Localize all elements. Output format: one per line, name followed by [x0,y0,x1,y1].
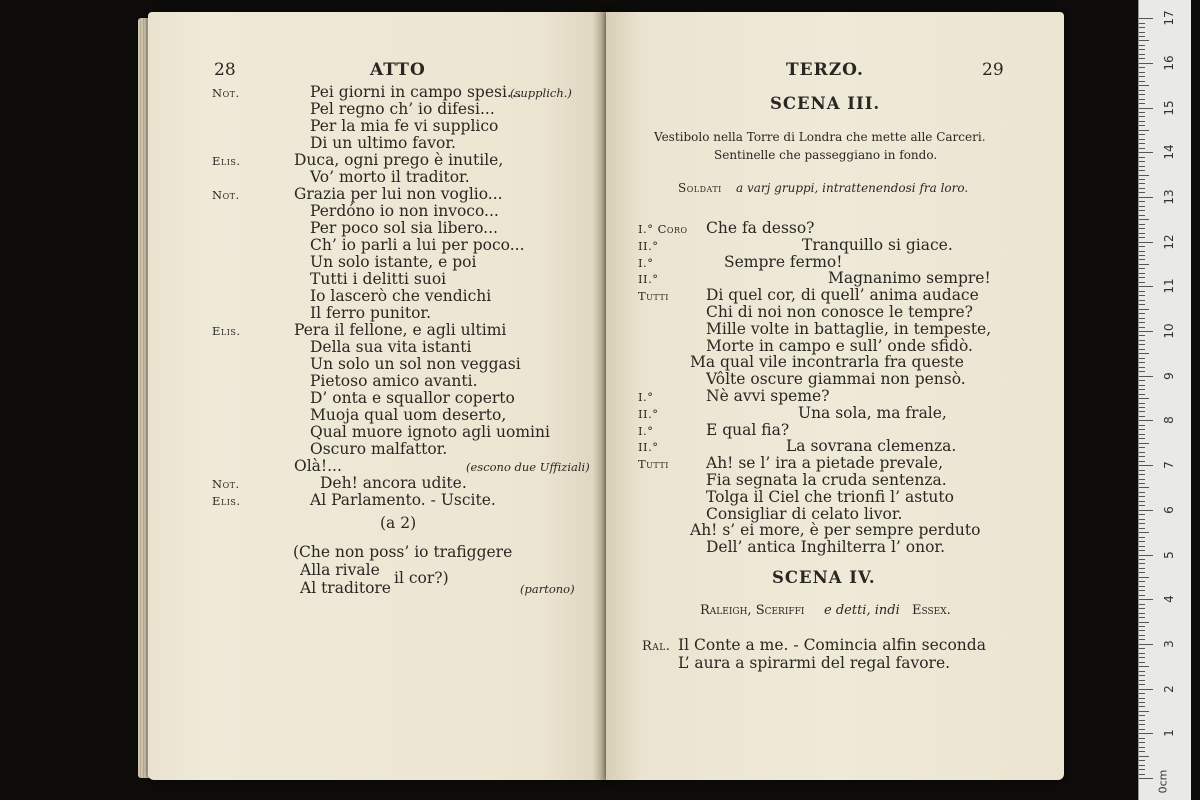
verse-line: Il ferro punitor. [310,304,432,322]
ruler-tick [1139,394,1145,395]
ruler-tick [1139,63,1153,64]
ruler-tick [1139,425,1145,426]
final-line-2: Alla rivale [300,561,380,579]
ruler-tick [1139,595,1145,596]
ruler-tick [1139,264,1149,265]
ruler-label: 6 [1162,505,1176,514]
speaker-name: II.° [638,238,659,253]
ruler-tick [1139,282,1145,283]
ruler-tick [1139,54,1145,55]
ruler-unit: 0cm [1156,769,1170,794]
ruler-tick [1139,94,1145,95]
ruler-tick [1139,224,1145,225]
speaker-name: Elis. [212,324,241,338]
verse-line: Dell’ antica Inghilterra l’ onor. [706,538,946,557]
ruler-tick [1139,724,1145,725]
ruler-tick [1139,532,1149,533]
ruler-tick [1139,550,1145,551]
ruler-tick [1139,210,1145,211]
ruler-tick [1139,103,1145,104]
speaker-name: I.° [638,423,654,438]
ruler-tick [1139,711,1149,712]
ruler-label: 2 [1162,684,1176,693]
verse-line: Ah! se l’ ira a pietade prevale, [706,454,944,473]
verse-line: Pietoso amico avanti. [310,372,478,390]
verse-line: Un solo istante, e poi [310,253,477,271]
ruler-tick [1139,581,1145,582]
speaker-name: Elis. [212,494,241,508]
ruler-tick [1139,322,1145,323]
ruler-tick [1139,327,1145,328]
ruler-tick [1139,331,1153,332]
ruler-tick [1139,58,1145,59]
ruler-tick [1139,76,1145,77]
ruler-tick [1139,36,1145,37]
verse-line: Duca, ogni prego è inutile, [294,151,504,169]
verse-line: D’ onta e squallor coperto [310,389,515,407]
ruler-tick [1139,443,1149,444]
ruler-tick [1139,255,1145,256]
speaker-name: II.° [638,406,659,421]
ruler-tick [1139,201,1145,202]
final-line-3: Al traditore [300,579,391,597]
ruler-tick [1139,483,1145,484]
ruler-tick [1139,447,1145,448]
ruler-tick [1139,371,1145,372]
verse-line: Vôlte oscure giammai non pensò. [706,370,966,389]
ruler-label: 11 [1162,278,1176,294]
ruler-tick [1139,452,1145,453]
verse-line: Pel regno ch’ io difesi... [310,100,495,118]
ruler-tick [1139,680,1145,681]
ruler-label: 9 [1162,371,1176,380]
verse-line: Deh! ancora udite. [320,474,467,492]
stage-direction: (escono due Uffiziali) [466,460,590,474]
ruler-tick [1139,161,1145,162]
ruler-tick [1139,774,1145,775]
ruler-tick [1139,510,1153,511]
ruler-tick [1139,639,1145,640]
ruler-tick [1139,49,1145,50]
ruler-tick [1139,206,1145,207]
ruler-tick [1139,684,1145,685]
ruler-tick [1139,546,1145,547]
page-number-right: 29 [982,60,1004,80]
ruler-tick [1139,188,1145,189]
ruler-tick [1139,286,1153,287]
ruler-tick [1139,572,1145,573]
ruler-label: 14 [1162,144,1176,160]
ruler-tick [1139,586,1145,587]
running-head-left: ATTO [370,60,426,80]
verse-line: Olà!... [294,457,342,475]
ruler-tick [1139,277,1145,278]
ruler-tick [1139,559,1145,560]
ruler-tick [1139,747,1145,748]
verse-line: Una sola, ma frale, [798,403,947,422]
ruler-tick [1139,157,1145,158]
speaker-name: I.° Coro [638,222,688,236]
ruler-label: 7 [1162,461,1176,469]
ruler-tick [1139,479,1145,480]
ruler-tick [1139,166,1145,167]
verse-line: Oscuro malfattor. [310,440,448,458]
ruler-tick [1139,304,1145,305]
ruler-tick [1139,698,1145,699]
ruler-tick [1139,246,1145,247]
ruler-tick [1139,376,1153,377]
right-page [606,12,1064,780]
ruler-tick [1139,233,1145,234]
ruler-tick [1139,635,1145,636]
ruler-tick [1139,738,1145,739]
ruler-tick [1139,720,1145,721]
scene-4-direction-2: e detti, indi [824,603,900,618]
open-book [138,12,1068,792]
ruler-tick [1139,622,1149,623]
ruler-tick [1139,313,1145,314]
ruler-tick [1139,139,1145,140]
ruler-tick [1139,32,1145,33]
verse-line: Mille volte in battaglie, in tempeste, [706,319,992,338]
scene-3-setting-1: Vestibolo nella Torre di Londra che mette alle Carceri. [654,130,986,144]
verse-line: Sempre fermo! [724,252,843,271]
ruler-tick [1139,702,1145,703]
ruler-tick [1139,152,1153,153]
ruler-tick [1139,492,1145,493]
ruler-tick [1139,456,1145,457]
ruler-tick [1139,715,1145,716]
ruler-tick [1139,420,1153,421]
speaker-name: Tutti [638,457,669,472]
ruler-tick [1139,693,1145,694]
ruler-tick [1139,130,1149,131]
ruler-tick [1139,175,1149,176]
ruler-tick [1139,90,1145,91]
ruler-tick [1139,407,1145,408]
scene-3-direction-caps: Soldati [678,181,722,195]
ruler-tick [1139,85,1149,86]
verse-line: Qual muore ignoto agli uomini [310,423,550,441]
verse-line: Pera il fellone, e agli ultimi [294,321,507,339]
verse-line: Di quel cor, di quell’ anima audace [706,286,979,305]
verse-line: Al Parlamento. - Uscite. [310,491,496,509]
ruler-tick [1139,335,1145,336]
ruler-tick [1139,689,1153,690]
ruler-tick [1139,706,1145,707]
verse-line: Chi di noi non conosce le tempre? [706,303,973,321]
ruler-tick [1139,470,1145,471]
ruler-tick [1139,242,1153,243]
ruler-tick [1139,742,1145,743]
verse-line: Magnanimo sempre! [828,269,991,288]
ruler-tick [1139,487,1149,488]
ruler-tick [1139,675,1145,676]
ruler-tick [1139,358,1145,359]
verse-line: Muoja qual uom deserto, [310,406,507,424]
ruler-tick [1139,662,1145,663]
final-speaker-right: Ral. [642,639,671,654]
verse-line: Pei giorni in campo spesi... [310,83,522,101]
speaker-name: II.° [638,440,659,455]
speaker-name: Tutti [638,289,669,304]
ruler-tick [1139,411,1145,412]
speaker-name: I.° [638,255,654,270]
page-number-left: 28 [214,60,236,80]
ruler-tick [1139,541,1145,542]
stage-direction: (supplich.) [510,86,572,100]
right-final-line-2: L’ aura a spirarmi del regal favore. [678,654,951,672]
ruler-tick [1139,590,1145,591]
ruler-tick [1139,72,1145,73]
verse-line: Un solo un sol non veggasi [310,355,521,373]
ruler-tick [1139,183,1145,184]
ruler-tick [1139,99,1145,100]
ruler-tick [1139,756,1149,757]
verse-line: Che fa desso? [706,219,815,237]
ruler-tick [1139,389,1145,390]
left-page [148,12,608,780]
ruler-tick [1139,671,1145,672]
ruler-label: 12 [1162,233,1176,250]
ruler-label: 15 [1162,99,1176,116]
verse-line: Perdóno io non invoco... [310,202,499,220]
ruler-tick [1139,568,1145,569]
ruler-tick [1139,23,1145,24]
speaker-name: II.° [638,272,659,287]
verse-line: Tutti i delitti suoi [310,270,447,288]
verse-line: Della sua vita istanti [310,338,472,356]
verse-line: E qual fia? [706,420,790,439]
verse-line: Tolga il Ciel che trionfi l’ astuto [706,487,954,506]
ruler-tick [1139,626,1145,627]
verse-line: Nè avvi speme? [706,387,830,405]
ruler-tick [1139,461,1145,462]
verse-line: Per poco sol sia libero... [310,219,498,237]
ruler-tick [1139,251,1145,252]
speaker-name: Elis. [212,154,241,168]
ruler-tick [1139,398,1149,399]
final-brace-text: il cor?) [394,569,449,587]
ruler-tick [1139,501,1145,502]
ruler-tick [1139,170,1145,171]
verse-line: La sovrana clemenza. [786,437,957,456]
verse-line: Morte in campo e sull’ onde sfidò. [706,336,973,355]
ruler-tick [1139,108,1153,109]
ruler-tick [1139,577,1149,578]
ruler-tick [1139,613,1145,614]
ruler-tick [1139,18,1153,19]
ruler-tick [1139,268,1145,269]
ruler-tick [1139,403,1145,404]
ruler-tick [1139,349,1145,350]
ruler-tick [1139,666,1149,667]
ruler-tick [1139,215,1145,216]
ruler-tick [1139,228,1145,229]
ruler-label: 1 [1162,729,1176,738]
verse-line: Ch’ io parli a lui per poco... [310,236,525,254]
ruler-tick [1139,143,1145,144]
ruler-tick [1139,465,1153,466]
verse-line: Ma qual vile incontrarla fra queste [690,353,964,372]
ruler-label: 17 [1162,10,1176,26]
ruler-tick [1139,599,1153,600]
verse-line: Ah! s’ ei more, è per sempre perduto [690,521,981,540]
ruler-label: 5 [1162,550,1176,559]
ruler-tick [1139,81,1145,82]
ruler-tick [1139,45,1145,46]
ruler-tick [1139,237,1145,238]
ruler-label: 16 [1162,55,1176,71]
right-final-line-1: Il Conte a me. - Comincia alfin seconda [678,636,986,654]
verse-line: Consigliar di celato livor. [706,504,903,523]
scene-4-title: SCENA IV. [772,568,876,587]
ruler-tick [1139,563,1145,564]
ruler-tick [1139,385,1145,386]
ruler-tick [1139,760,1145,761]
ruler-tick [1139,380,1145,381]
ruler-tick [1139,300,1145,301]
ruler-tick [1139,505,1145,506]
ruler-tick [1139,751,1145,752]
ruler-tick [1139,765,1145,766]
ruler-tick [1139,353,1149,354]
ruler-tick [1139,657,1145,658]
verse-line: Per la mia fe vi supplico [310,117,499,135]
ruler-label: 13 [1162,189,1176,205]
speaker-name: Not. [212,188,240,202]
ruler-tick [1139,778,1153,779]
running-head-right: TERZO. [786,60,864,80]
ruler-tick [1139,367,1145,368]
verse-line: Fia segnata la cruda sentenza. [706,471,947,489]
scene-3-direction: a varj gruppi, intrattenendosi fra loro. [736,181,969,195]
ruler-label: 3 [1162,640,1176,648]
ruler-tick [1139,192,1145,193]
ruler-tick [1139,148,1145,149]
ruler-tick [1139,537,1145,538]
scene-4-direction-3: Essex. [912,603,951,618]
ruler-tick [1139,259,1145,260]
ruler-tick [1139,514,1145,515]
ruler-tick [1139,416,1145,417]
ruler-tick [1139,555,1153,556]
ruler-tick [1139,219,1149,220]
verse-line: Vo’ morto il traditor. [310,168,470,186]
ruler-tick [1139,125,1145,126]
final-line-1: (Che non poss’ io trafiggere [293,543,513,561]
ruler-tick [1139,197,1153,198]
speaker-name: Not. [212,86,240,100]
speaker-name: I.° [638,390,654,404]
ruler-tick [1139,116,1145,117]
ruler-tick [1139,295,1145,296]
ruler-tick [1139,644,1153,645]
ruler-tick [1139,608,1145,609]
ruler-tick [1139,309,1149,310]
ruler-tick [1139,362,1145,363]
ruler-tick [1139,528,1145,529]
ruler-tick [1139,134,1145,135]
ruler-tick [1139,67,1145,68]
ruler-tick [1139,112,1145,113]
ruler-tick [1139,653,1145,654]
ruler-tick [1139,604,1145,605]
ruler-tick [1139,474,1145,475]
final-stage-direction: (partono) [520,582,575,596]
ruler-tick [1139,318,1145,319]
a-due-marker: (a 2) [380,514,417,532]
ruler-tick [1139,179,1145,180]
ruler-tick [1139,630,1145,631]
verse-line: Grazia per lui non voglio... [294,185,503,203]
ruler-tick [1139,121,1145,122]
ruler-tick [1139,729,1145,730]
ruler-label: 8 [1162,416,1176,425]
ruler-tick [1139,617,1145,618]
scene-3-setting-2: Sentinelle che passeggiano in fondo. [714,148,938,162]
ruler-tick [1139,340,1145,341]
measurement-ruler [1138,0,1191,800]
ruler-tick [1139,429,1145,430]
ruler-tick [1139,733,1153,734]
ruler-tick [1139,769,1145,770]
verse-line: Io lascerò che vendichi [310,287,492,305]
ruler-tick [1139,434,1145,435]
scene-3-title: SCENA III. [770,94,881,113]
ruler-tick [1139,27,1145,28]
ruler-tick [1139,40,1149,41]
ruler-label: 4 [1162,595,1176,604]
ruler-tick [1139,519,1145,520]
verse-line: Di un ultimo favor. [310,134,456,152]
speaker-name: Not. [212,477,240,491]
ruler-tick [1139,523,1145,524]
ruler-tick [1139,648,1145,649]
scene-4-direction-1: Raleigh, Sceriffi [700,603,805,618]
ruler-tick [1139,344,1145,345]
ruler-tick [1139,438,1145,439]
ruler-label: 10 [1162,323,1176,339]
ruler-tick [1139,273,1145,274]
ruler-tick [1139,496,1145,497]
verse-line: Tranquillo si giace. [802,235,953,254]
ruler-tick [1139,291,1145,292]
